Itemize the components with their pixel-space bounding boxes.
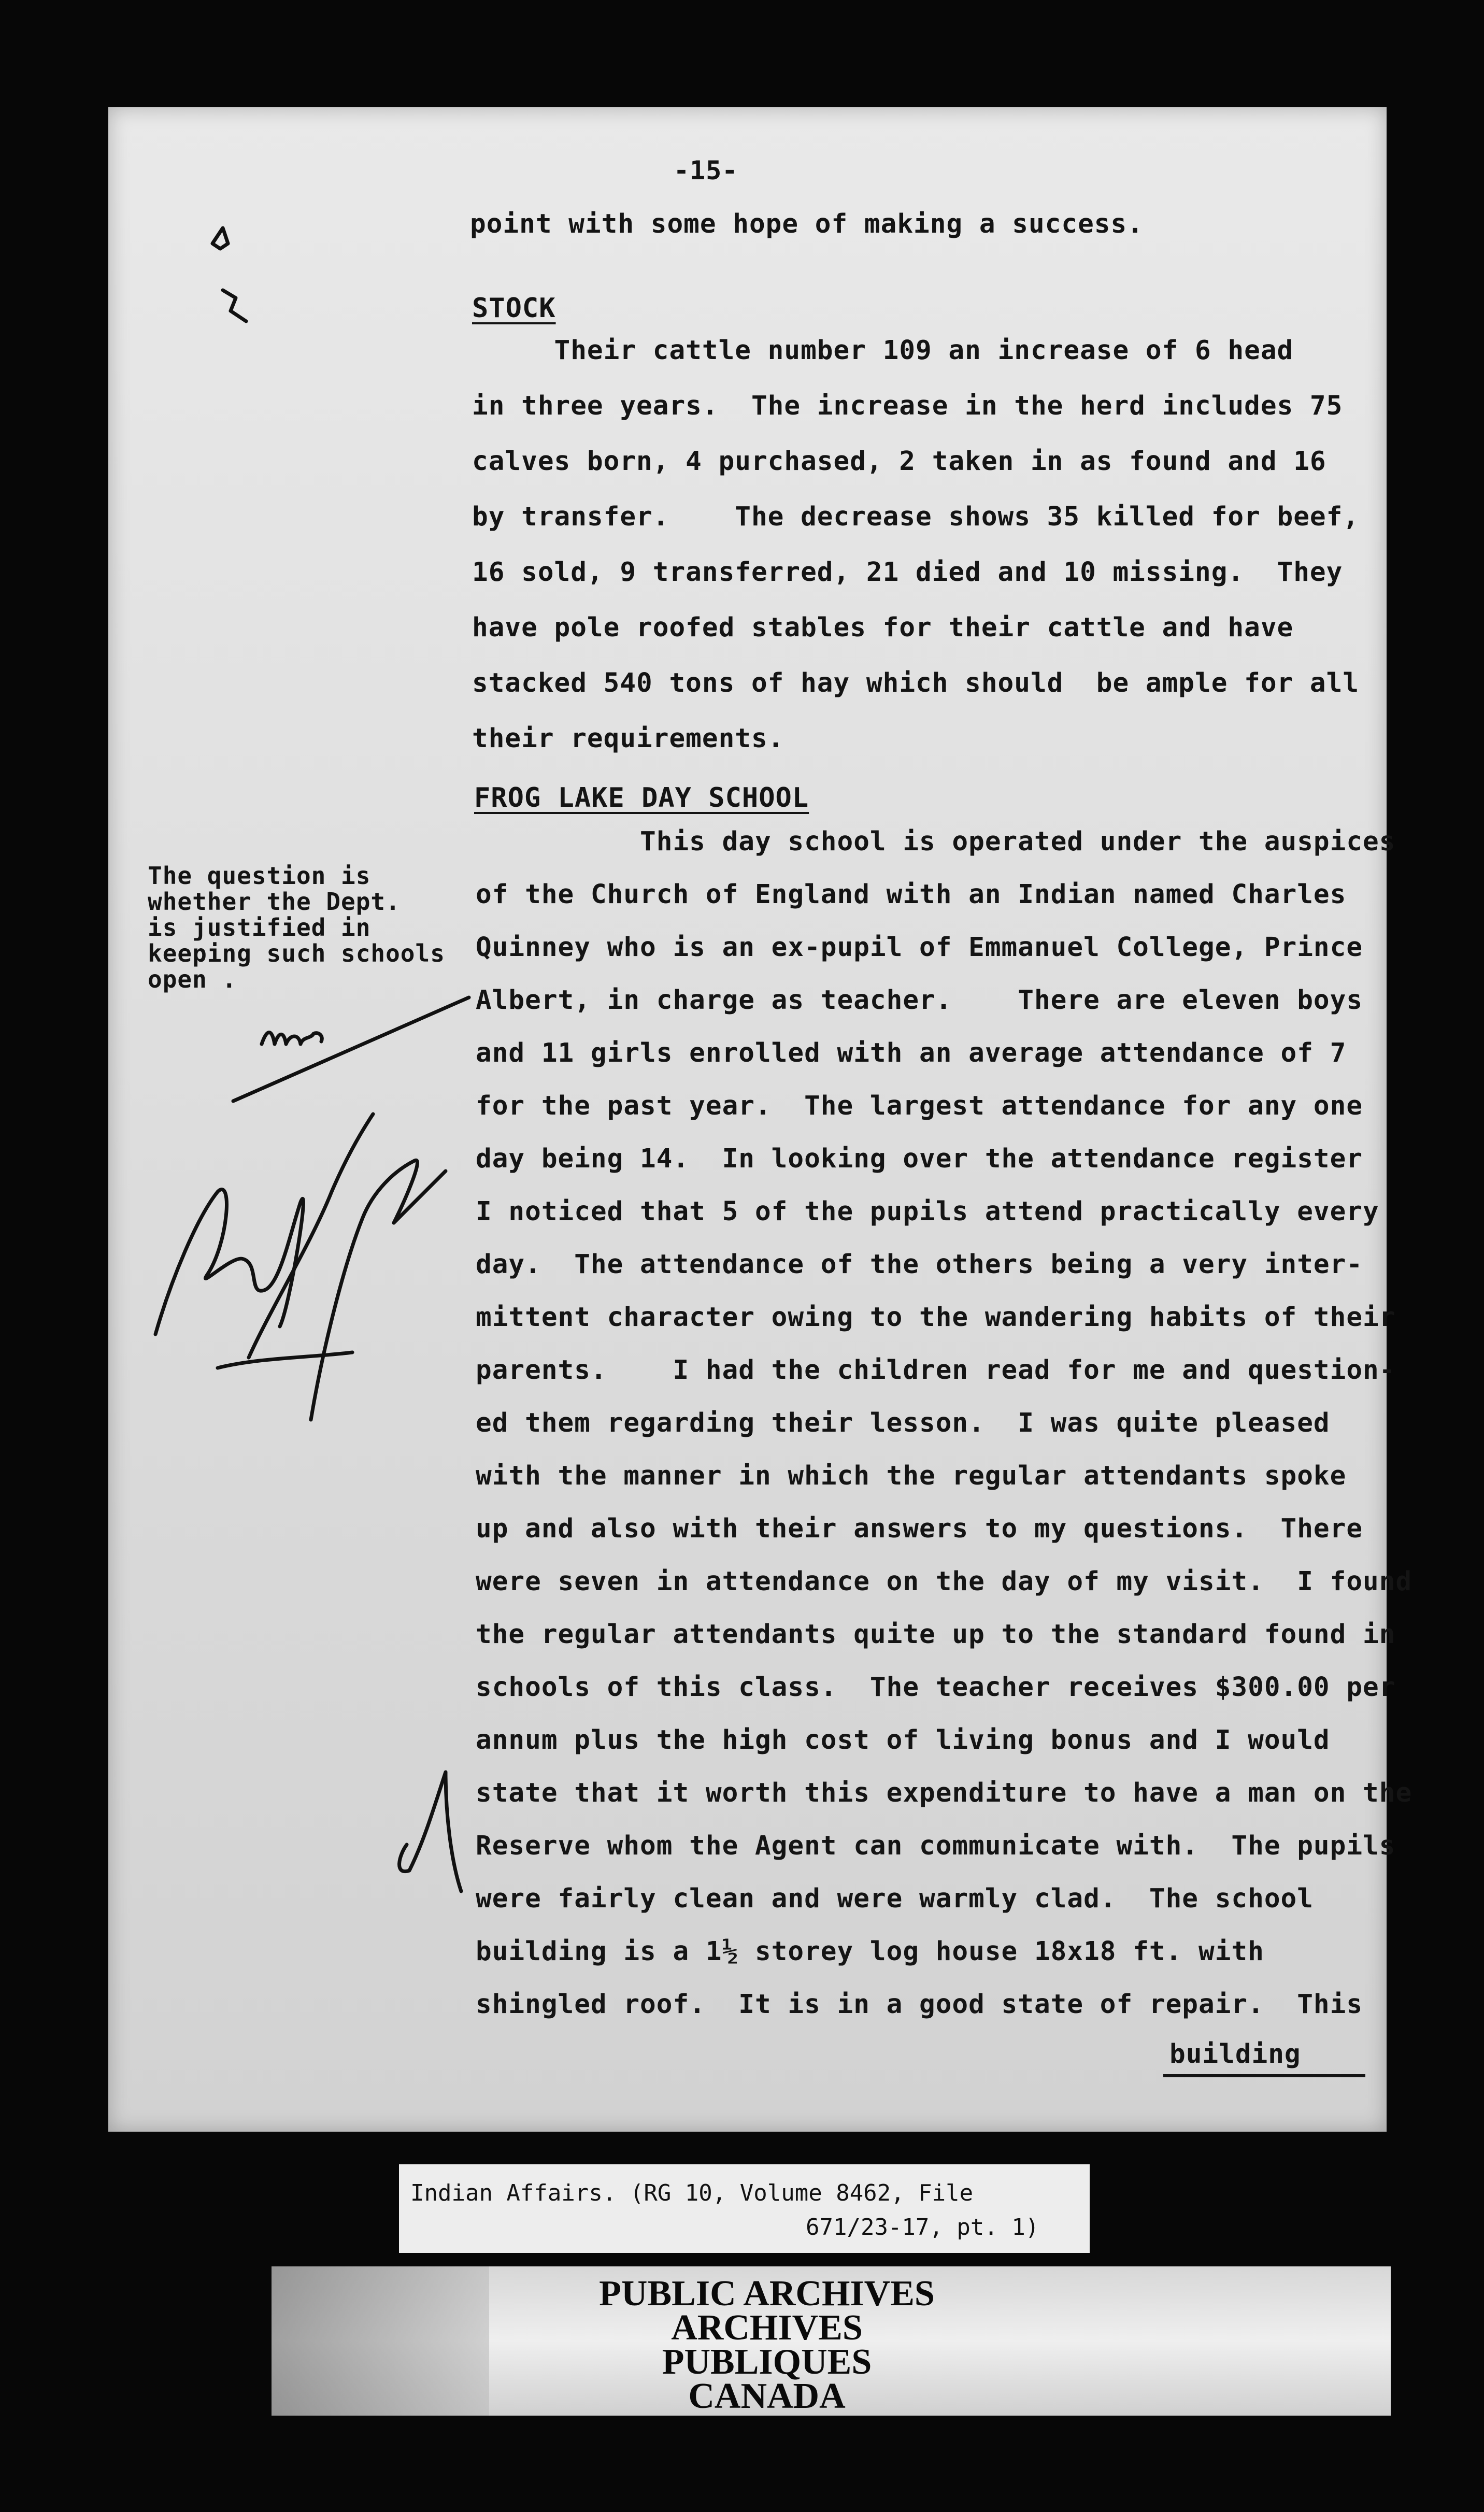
text-line: ed them regarding their lesson. I was quite pleased [476,1408,1330,1438]
page-number: -15- [674,155,738,185]
stamp-line: ARCHIVES PUBLIQUES [662,2308,872,2382]
strip-shadow [272,2266,489,2416]
stamp-line: PUBLIC ARCHIVES [599,2274,935,2314]
text-line: building is a 1½ storey log house 18x18 ft. with [476,1936,1264,1967]
text-line: stacked 540 tons of hay which should be ample for all [472,668,1360,698]
section-heading-stock: STOCK [472,293,556,324]
catchword-underline [1163,2074,1365,2077]
text-line: state that it worth this expenditure to have a man on the [476,1778,1412,1808]
text-line: day being 14. In looking over the attendance register [476,1144,1363,1174]
public-archives-stamp [570,2274,964,2416]
text-line: shingled roof. It is in a good state of repair. This [476,1989,1363,2020]
text-line: with the manner in which the regular attendants spoke [476,1461,1347,1491]
margin-note-line: whether the Dept. [148,888,401,916]
text-line: have pole roofed stables for their cattle and have [472,612,1294,643]
text-line: mittent character owing to the wandering habits of their [476,1302,1396,1333]
text-line: were fairly clean and were warmly clad. The school [476,1883,1314,1914]
catchword: building [1169,2039,1301,2069]
text-line: day. The attendance of the others being a very inter- [476,1249,1363,1280]
text-line: were seven in attendance on the day of my visit. I found [476,1566,1412,1597]
archive-citation-line: Indian Affairs. (RG 10, Volume 8462, File [410,2180,974,2206]
text-line: up and also with their answers to my questions. There [476,1514,1363,1544]
text-line: by transfer. The decrease shows 35 killed for beef, [472,502,1360,532]
text-line: and 11 girls enrolled with an average attendance of 7 [476,1038,1347,1068]
archive-citation-label [399,2164,1090,2253]
text-line: of the Church of England with an Indian named Charles [476,879,1347,910]
section-heading-frog-lake-day-school: FROG LAKE DAY SCHOOL [474,782,809,813]
text-line: point with some hope of making a success. [470,209,1144,239]
text-line: Quinney who is an ex-pupil of Emmanuel College, Prince [476,932,1363,963]
margin-note [148,863,490,992]
archive-citation-line: 671/23-17, pt. 1) [806,2214,1039,2240]
text-line: Albert, in charge as teacher. There are eleven boys [476,985,1363,1016]
text-line: This day school is operated under the auspices [476,826,1396,857]
text-line: for the past year. The largest attendance for any one [476,1091,1363,1121]
text-line: their requirements. [472,723,784,754]
text-line: the regular attendants quite up to the standard found in [476,1619,1396,1650]
margin-note-line: keeping such schools [148,939,445,967]
text-line: annum plus the high cost of living bonus and I would [476,1725,1330,1755]
text-line: calves born, 4 purchased, 2 taken in as found and 16 [472,446,1326,477]
text-line: 16 sold, 9 transferred, 21 died and 10 missing. They [472,557,1343,588]
margin-note-line: is justified in [148,914,371,941]
margin-note-line: The question is [148,862,371,890]
stamp-line: CANADA [688,2376,846,2416]
text-line: in three years. The increase in the herd includes 75 [472,391,1343,421]
text-line: schools of this class. The teacher receives $300.00 per [476,1672,1396,1703]
text-line: Their cattle number 109 an increase of 6 head [472,335,1294,366]
margin-note-line: open . [148,965,237,993]
text-line: parents. I had the children read for me and question- [476,1355,1396,1386]
text-line: Reserve whom the Agent can communicate with. The pupils [476,1831,1396,1861]
text-line: I noticed that 5 of the pupils attend practically every [476,1196,1379,1227]
